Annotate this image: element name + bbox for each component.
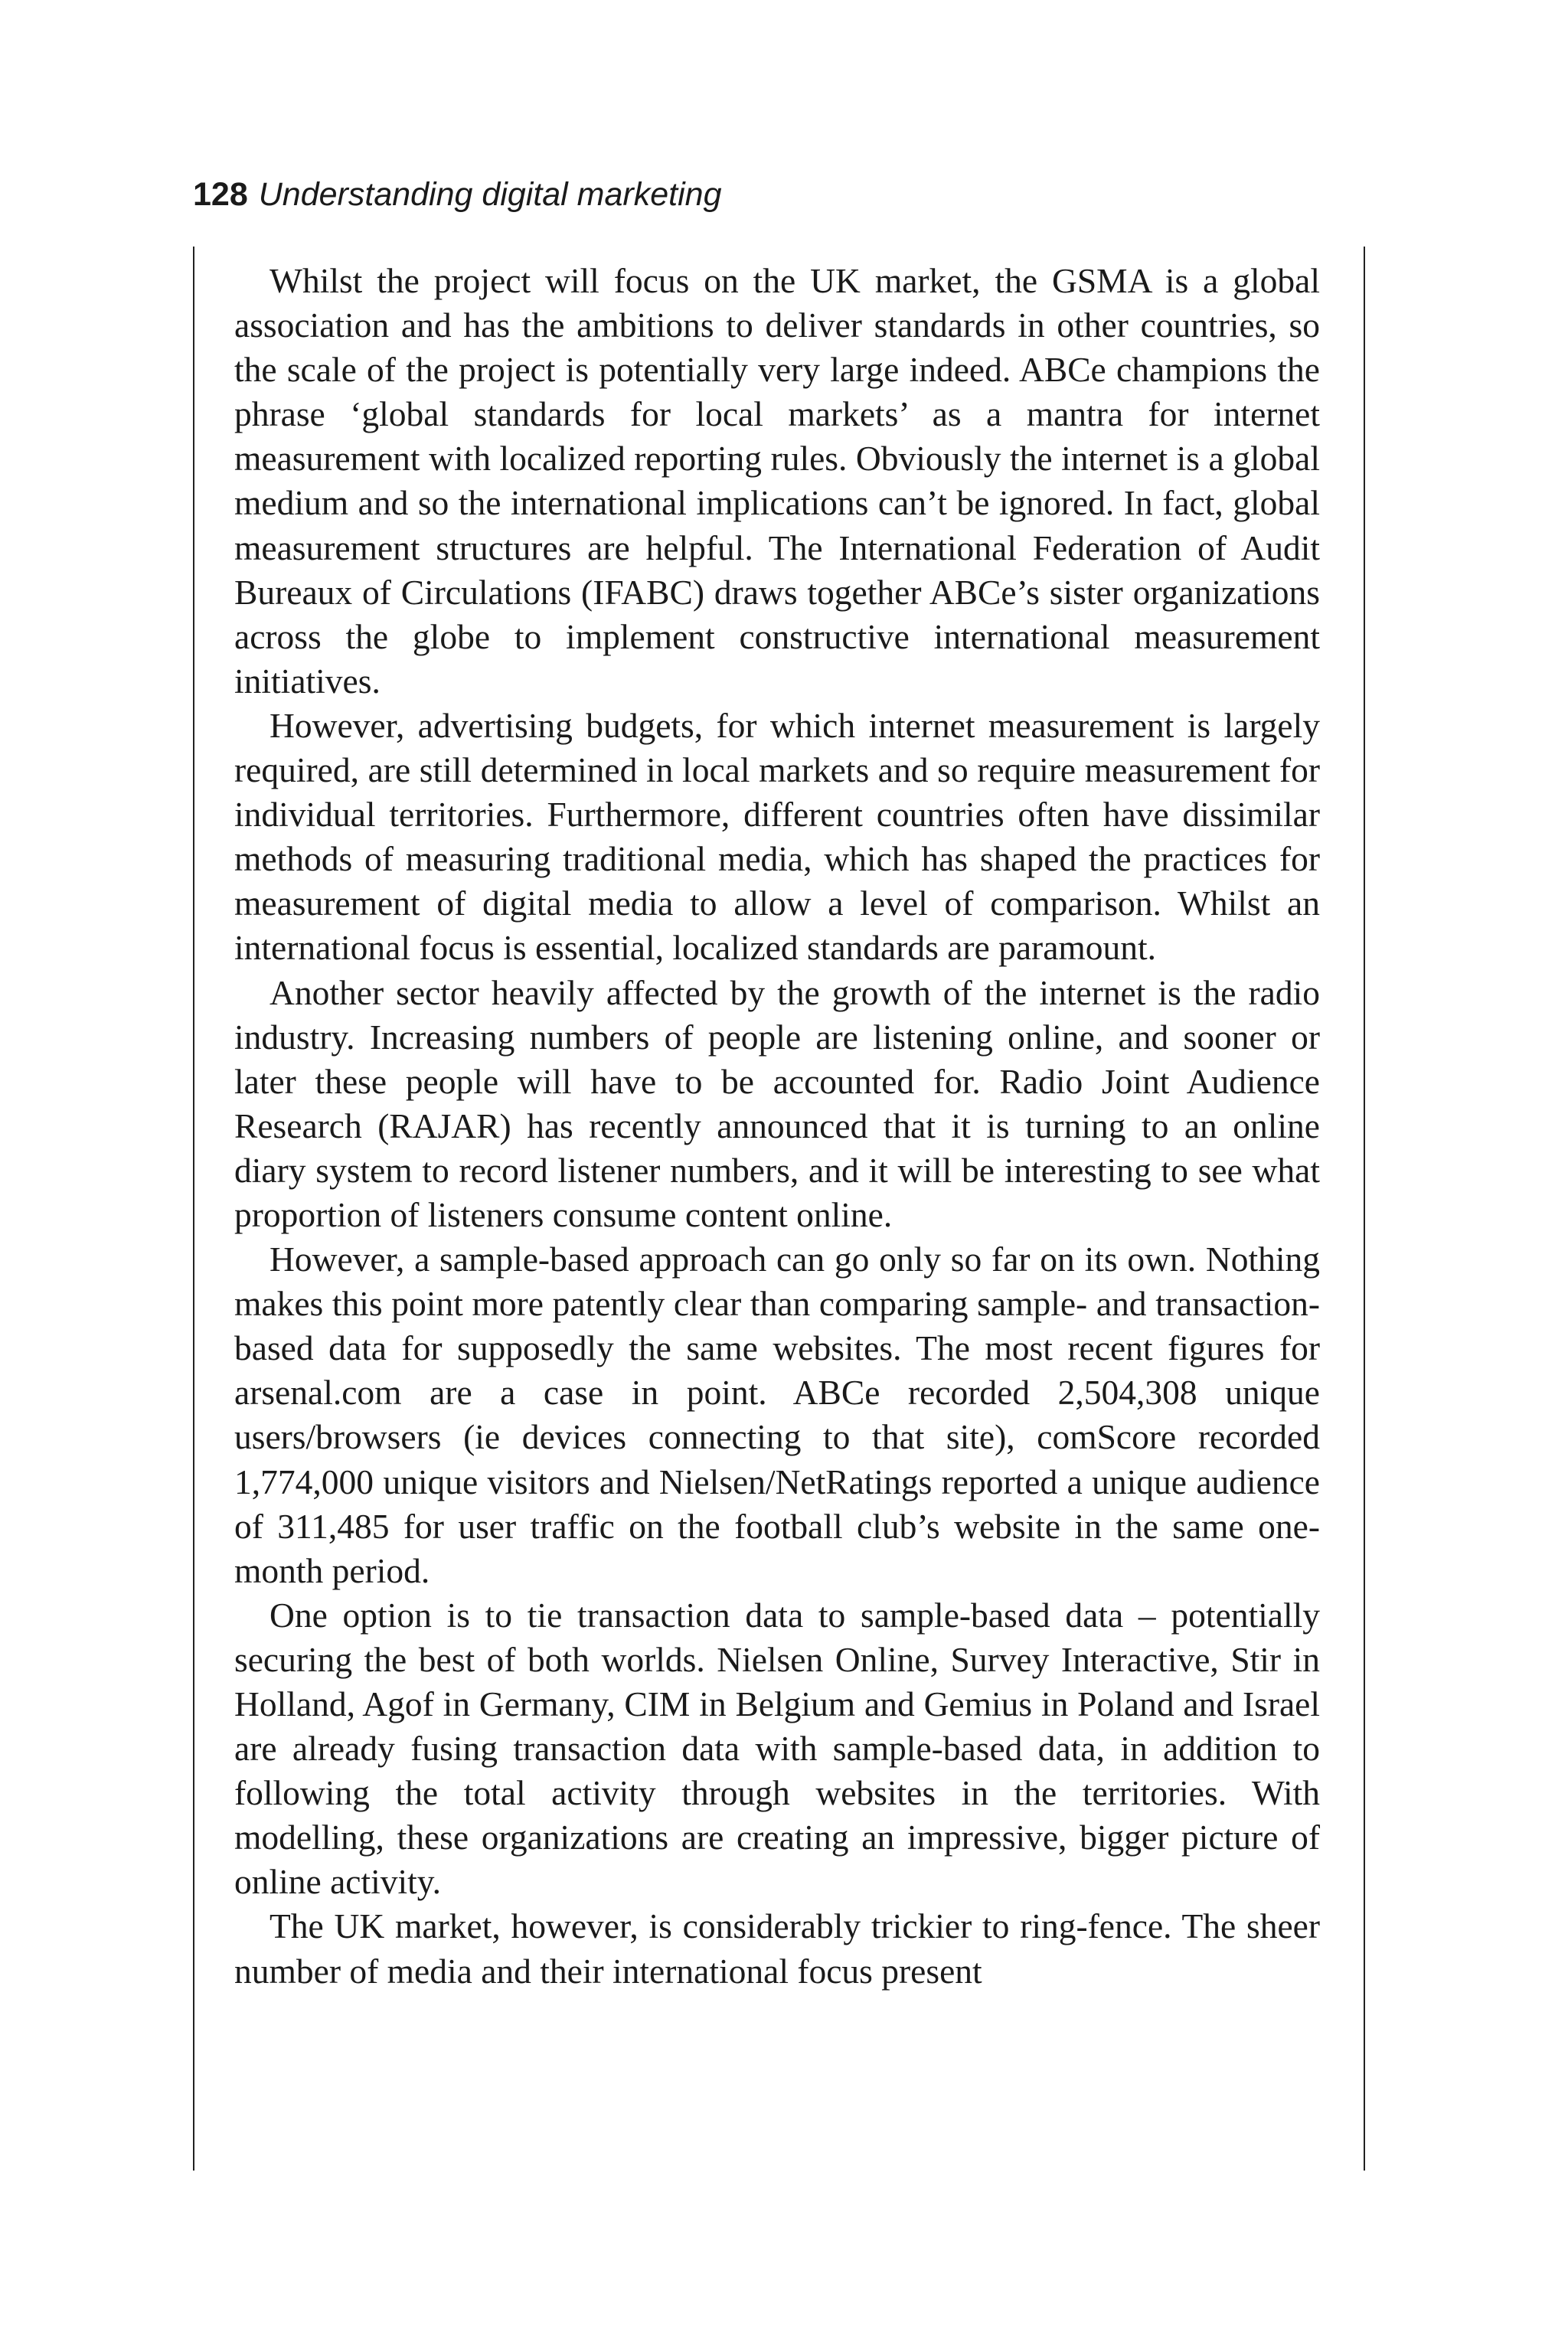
chapter-title: Understanding digital marketing bbox=[258, 176, 722, 213]
paragraph-4: However, a sample-based approach can go only so far on its own. Nothing makes this point more patently clear than comparing sample- and transaction-based data for supposedly the same websites. The most recent figures for arsenal.com are a case in point. ABCe recorded 2,504,308 unique users/browsers (ie devices connecting to that site), comScore recorded 1,774,000 unique visitors and Nielsen/NetRatings reported a unique audience of 311,485 for user traffic on the football club’s website in the same one-month period. bbox=[234, 1240, 1320, 1590]
body-text bbox=[234, 259, 1320, 1994]
running-head bbox=[193, 172, 721, 217]
left-margin-rule bbox=[193, 247, 194, 2171]
right-margin-rule bbox=[1364, 247, 1365, 2171]
paragraph-2: However, advertising budgets, for which internet measurement is largely required, are still determined in local markets and so require measurement for individual territories. Furthermore, different countries often have dissimilar methods of measuring traditional media, which has shaped the practices for measurement of digital media to allow a level of comparison. Whilst an international focus is essential, localized standards are paramount. bbox=[234, 705, 1320, 968]
paragraph-3: Another sector heavily affected by the growth of the internet is the radio industry. Increasing numbers of people are listening online, and sooner or later these people will have to be accounted for. Radio Joint Audience Research (RAJAR) has recently announced that it is turning to an online diary system to record listener numbers, and it will be interesting to see what proportion of listeners consume content online. bbox=[234, 972, 1320, 1234]
page-number: 128 bbox=[193, 176, 248, 213]
paragraph-6: The UK market, however, is considerably trickier to ring-fence. The sheer number of media and their international focus present bbox=[234, 1906, 1320, 1991]
paragraph-5: One option is to tie transaction data to sample-based data – potentially securing the best of both worlds. Nielsen Online, Survey Interactive, Stir in Holland, Agof in Germany, CIM in Belgium and Gemius in Poland and Israel are already fusing transaction data with sample-based data, in addition to following the total activity through websites in the territories. With modelling, these organizations are creating an impressive, bigger picture of online activity. bbox=[234, 1595, 1320, 1902]
paragraph-1: Whilst the project will focus on the UK market, the GSMA is a global association and has the ambitions to deliver standards in other countries, so the scale of the project is potentially very large indeed. ABCe champions the phrase ‘global standards for local markets’ as a mantra for internet measurement with localized reporting rules. Obviously the internet is a global medium and so the international implications can’t be ignored. In fact, global measurement structures are helpful. The International Federation of Audit Bureaux of Circulations (IFABC) draws together ABCe’s sister organizations across the globe to implement constructive international measurement initiatives. bbox=[234, 261, 1320, 701]
